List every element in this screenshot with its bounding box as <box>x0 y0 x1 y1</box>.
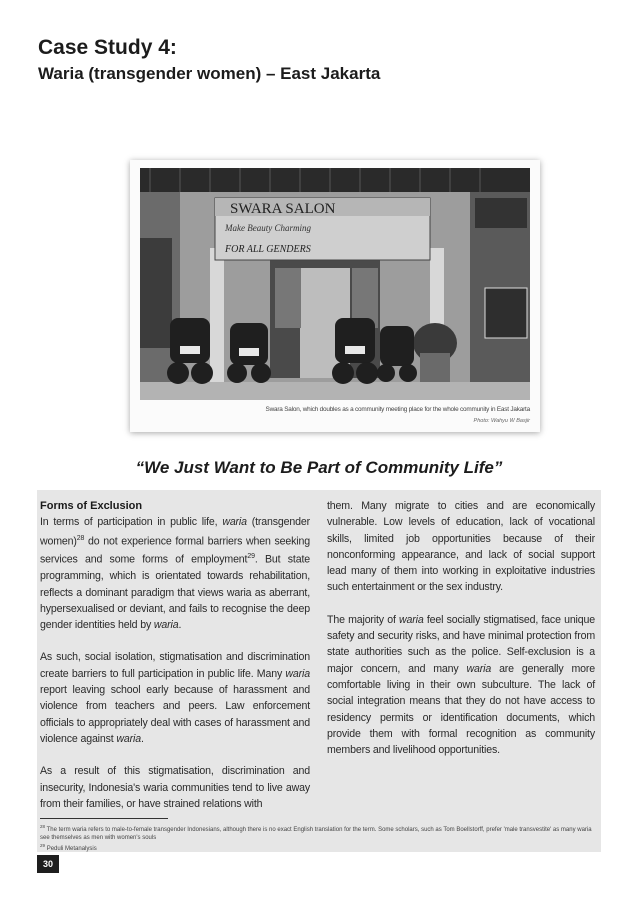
term-waria: waria <box>399 613 424 626</box>
page-number: 30 <box>37 855 59 873</box>
text-span: . But state programming, which is orientated towards rehabilitation, reflects a dominant paradigm that views waria as aberrant, hypersexualised or deviant, and fails to recognise the deep gender identities held by <box>40 553 310 632</box>
text-span: . <box>140 732 144 745</box>
text-span: are generally more comfortable living in their own subculture. The lack of social integration means that they do not have access to residency permits or identification documents, which provide them with formal recognition as community members and livelihood opportunities. <box>327 662 596 757</box>
text-span: The majority of <box>327 613 400 626</box>
right-column <box>327 498 595 774</box>
term-waria: waria <box>466 662 492 675</box>
photo-card <box>130 160 540 432</box>
paragraph <box>40 649 310 747</box>
term-waria: waria <box>116 732 141 745</box>
footnote-28 <box>40 823 598 842</box>
footnote-29 <box>40 842 598 854</box>
term-waria: waria <box>153 619 179 632</box>
pull-quote: “We Just Want to Be Part of Community Life” <box>135 458 503 477</box>
banner-line-1: Make Beauty Charming <box>225 223 311 233</box>
text-span: feel socially stigmatised, face unique safety and security risks, and have minimal protection from state authorities such as the police. Self-exclusion is a major concern, and many <box>327 613 595 675</box>
paragraph <box>40 514 310 633</box>
footnote-number: 29 <box>40 843 46 848</box>
footnote-text: Peduli Metanalysis <box>46 846 97 852</box>
term-waria: waria <box>222 516 247 529</box>
salon-sign-text: SWARA SALON <box>230 201 336 217</box>
section-heading: Forms of Exclusion <box>40 500 143 512</box>
salon-photo <box>140 168 530 400</box>
footnote-divider <box>40 818 168 819</box>
banner-line-2: FOR ALL GENDERS <box>225 244 311 255</box>
left-column <box>40 498 310 828</box>
text-span: do not experience formal barriers when seeking services and some forms of employment <box>40 535 310 566</box>
text-span: (transgender women) <box>40 516 310 548</box>
footnote-text: The term waria refers to male-to-female transgender Indonesians, although there is no exact English translation for the term. Some scholars, such as Tom Boellstorff, prefer 'male transvestite' as many waria see themselves as men with women's souls <box>40 827 592 841</box>
paragraph <box>327 612 595 759</box>
photo-caption: Swara Salon, which doubles as a community meeting place for the whole community in East Jakarta <box>265 406 530 413</box>
footnotes <box>40 823 598 854</box>
text-span: In terms of participation in public life, <box>40 516 223 529</box>
case-study-subtitle: Waria (transgender women) – East Jakarta <box>38 64 381 83</box>
text-span: report leaving school early because of harassment and violence from teachers and peers. Law enforcement officials to appropriately deal with cases of harassment and violence against <box>40 684 310 745</box>
salon-photo-illustration <box>140 168 530 400</box>
term-waria: waria <box>285 667 310 680</box>
text-span: . <box>178 619 182 632</box>
photo-credit: Photo: Wahyu W Basjir <box>473 418 530 424</box>
case-study-title: Case Study 4: <box>38 36 177 59</box>
paragraph: As a result of this stigmatisation, discrimination and insecurity, Indonesia's waria communities tend to live away from their families, or have strained relations with <box>40 765 310 810</box>
content-panel <box>37 490 601 852</box>
paragraph: them. Many migrate to cities and are economically vulnerable. Low levels of education, lack of vocational skills, limited job opportunities because of their nonconforming appearance, and lack of social support lead many of them into working in exploitative industries such entertainment or the sex industry. <box>327 500 595 594</box>
text-span: As such, social isolation, stigmatisation and discrimination create barriers to full participation in public life. Many <box>40 651 310 680</box>
footnote-number: 28 <box>40 824 46 829</box>
footnote-ref-29[interactable]: 29 <box>247 553 255 561</box>
footnote-ref-28[interactable]: 28 <box>76 534 85 542</box>
